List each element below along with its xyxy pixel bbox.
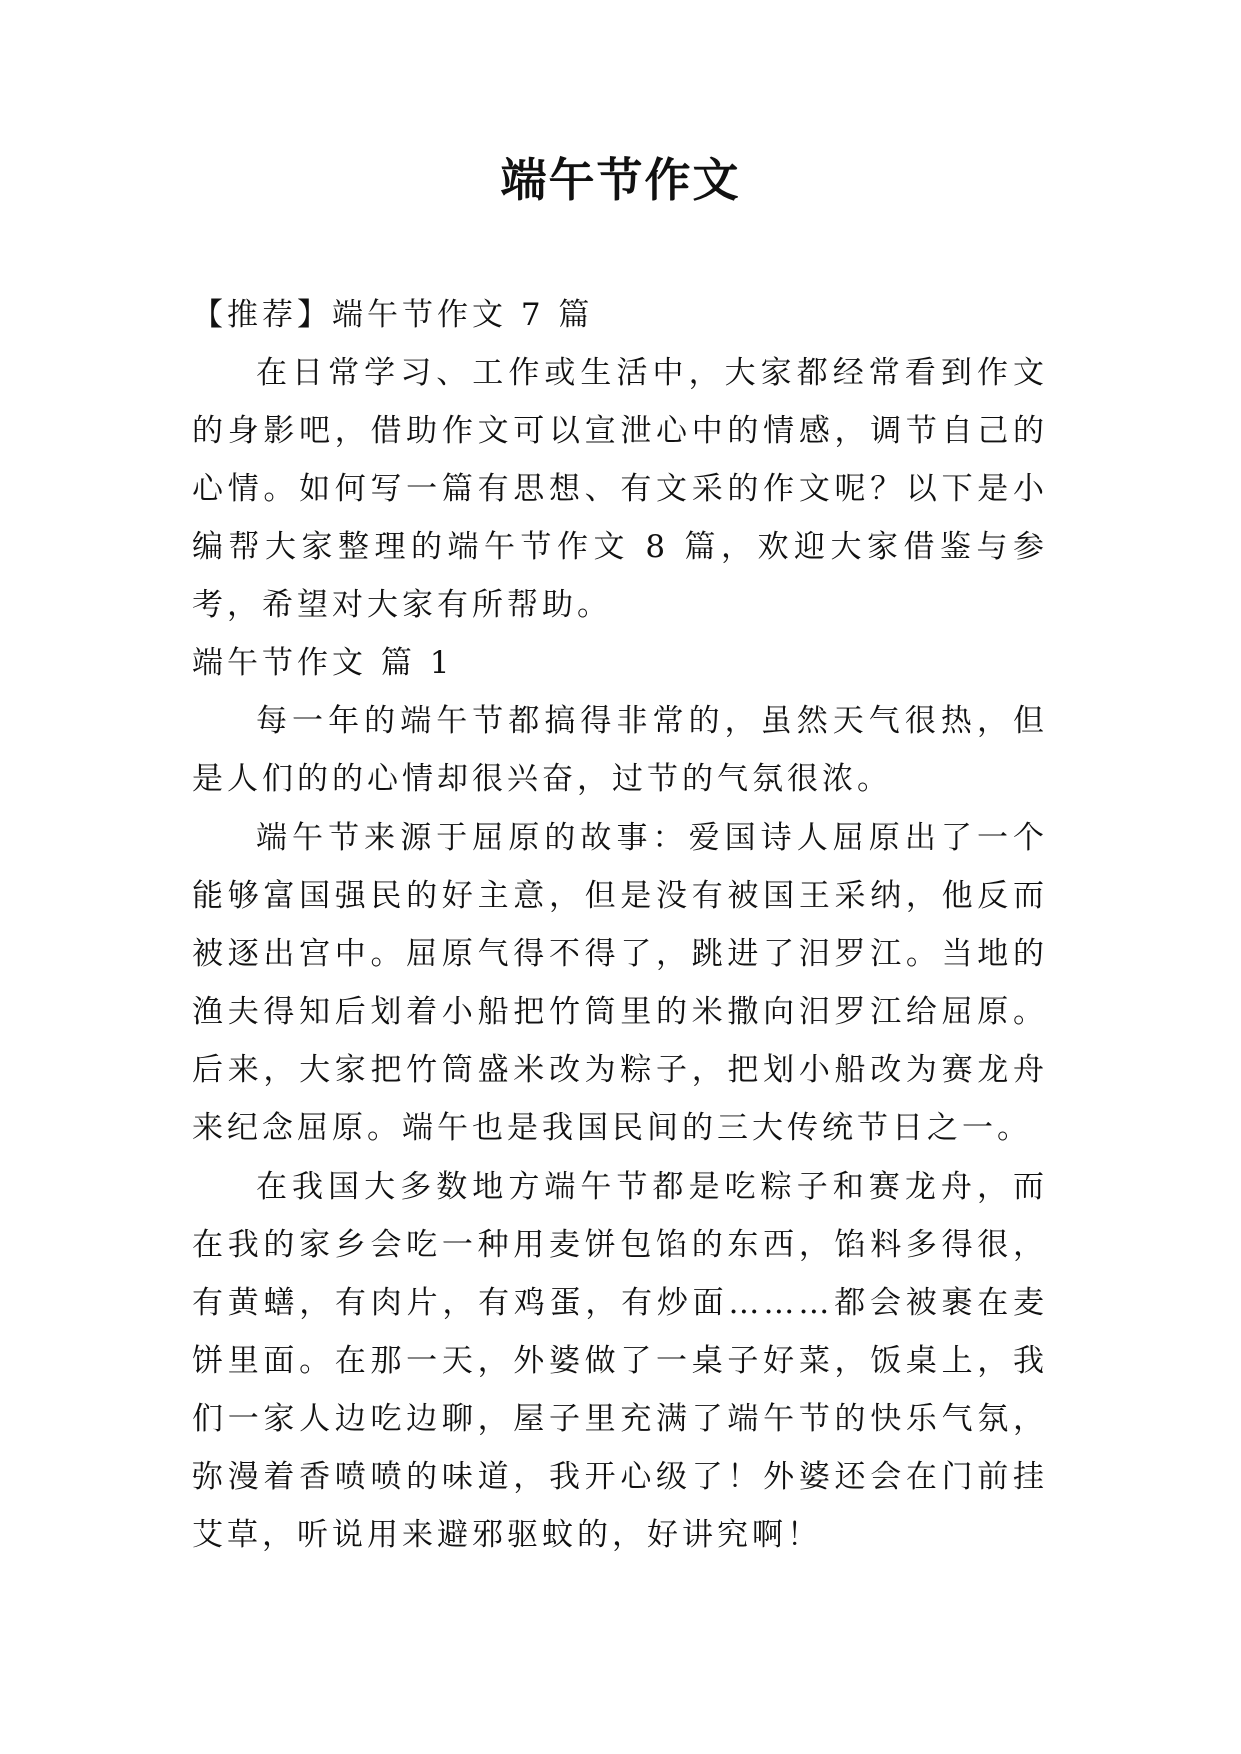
body-paragraph-1: 每一年的端午节都搞得非常的，虽然天气很热，但是人们的的心情却很兴奋，过节的气氛很浓。	[192, 703, 1048, 797]
section-heading: 端午节作文 篇 1	[192, 645, 454, 681]
document-body	[192, 286, 1048, 1564]
intro-heading: 【推荐】端午节作文 7 篇	[192, 297, 594, 333]
body-paragraph-2: 端午节来源于屈原的故事：爱国诗人屈原出了一个能够富国强民的好主意，但是没有被国王采纳，他反而被逐出宫中。屈原气得不得了，跳进了汨罗江。当地的渔夫得知后划着小船把竹筒里的米撒向汨罗江给屈原。后来，大家把竹筒盛米改为粽子，把划小船改为赛龙舟来纪念屈原。端午也是我国民间的三大传统节日之一。	[192, 820, 1048, 1146]
intro-paragraph: 在日常学习、工作或生活中，大家都经常看到作文的身影吧，借助作文可以宣泄心中的情感，调节自己的心情。如何写一篇有思想、有文采的作文呢？以下是小编帮大家整理的端午节作文 8 篇，欢迎大家借鉴与参考，希望对大家有所帮助。	[192, 355, 1048, 623]
page-title: 端午节作文	[500, 153, 741, 207]
body-paragraph-3: 在我国大多数地方端午节都是吃粽子和赛龙舟，而在我的家乡会吃一种用麦饼包馅的东西，馅料多得很，有黄蟮，有肉片，有鸡蛋，有炒面………都会被裹在麦饼里面。在那一天，外婆做了一桌子好菜，饭桌上，我们一家人边吃边聊，屋子里充满了端午节的快乐气氛，弥漫着香喷喷的味道，我开心级了！外婆还会在门前挂艾草，听说用来避邪驱蚊的，好讲究啊！	[192, 1169, 1048, 1553]
